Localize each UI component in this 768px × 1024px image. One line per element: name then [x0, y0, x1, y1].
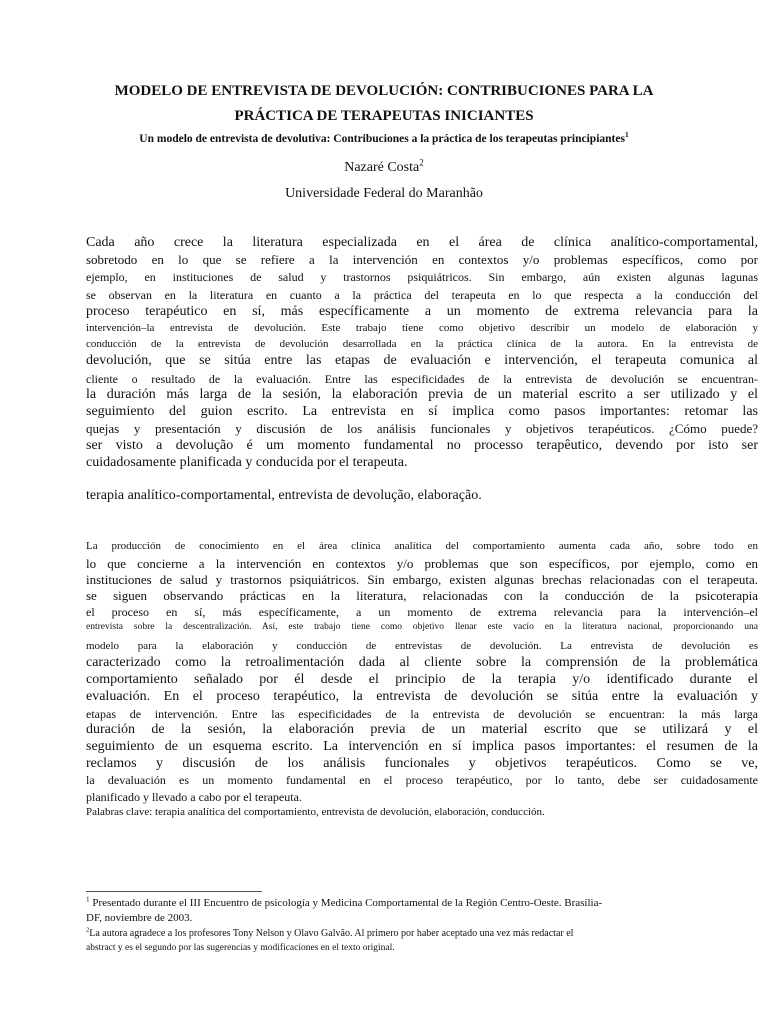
abstract1-line: proceso terapéutico en sí, más específicamente a un momento de extrema relevancia para la	[86, 304, 758, 319]
abstract2-line: se siguen observando prácticas en la literatura, relacionadas con la conducción de la psicoterapia	[86, 588, 758, 603]
abstract1-line: cuidadosamente planificada y conducida por el terapeuta.	[86, 455, 408, 470]
abstract1-line: intervención–la entrevista de devolución. Este trabajo tiene como objetivo describir un modelo de elaboración y	[86, 322, 758, 334]
abstract2-line: planificado y llevado a cabo por el terapeuta.	[86, 790, 302, 804]
title-line-1: MODELO DE ENTREVISTA DE DEVOLUCIÓN: CONTRIBUCIONES PARA LA	[114, 83, 654, 99]
keywords-2: Palabras clave: terapia analítica del comportamiento, entrevista de devolución, elaboración, conducción.	[86, 806, 545, 818]
abstract1-line: seguimiento del guion escrito. La entrevista en sí implica como pasos importantes: retomar las	[86, 404, 758, 419]
footnote-1-line-2: DF, noviembre de 2003.	[86, 912, 193, 924]
author-name: Nazaré Costa	[344, 160, 420, 175]
abstract2-line: seguimiento de un esquema escrito. La intervención en sí implica pasos importantes: el resumen de la	[86, 739, 758, 754]
title-line-2: PRÁCTICA DE TERAPEUTAS INICIANTES	[234, 108, 534, 124]
abstract1-line: ser visto a devolução é um momento fundamental no processo terapêutico, devendo por isto ser	[86, 438, 758, 453]
abstract2-line: La producción de conocimiento en el área clínica analítica del comportamiento aumenta cada año, sobre todo en	[86, 540, 758, 552]
abstract1-line: se observan en la literatura en cuanto a la práctica del terapeuta en lo que respecta a la conducción del	[86, 288, 758, 302]
abstract2-line: evaluación. En el proceso terapéutico, la entrevista de devolución se sitúa entre la evaluación y	[86, 689, 758, 704]
abstract2-line: el proceso en sí, más específicamente, a un momento de extrema relevancia para la intervención–el	[86, 605, 758, 619]
footnote-separator	[86, 891, 262, 892]
abstract1-line: devolución, que se sitúa entre las etapas de evaluación e intervención, el terapeuta comunica al	[86, 353, 758, 368]
footnote-1-text: Presentado durante el III Encuentro de psicología y Medicina Comportamental de la Región Centro-Oeste. Brasília-	[89, 897, 603, 909]
abstract2-line: reclamos y discusión de los análisis funcionales y objetivos terapéuticos. Como se ve,	[86, 756, 758, 771]
abstract2-line: la devaluación es un momento fundamental en el proceso terapéutico, por lo tanto, debe ser cuidadosamente	[86, 773, 758, 787]
author	[0, 157, 768, 176]
subtitle-footnote-mark: 1	[624, 130, 629, 140]
abstract1-line: la duración más larga de la sesión, la elaboración previa de un material escrito a ser utilizado y el	[86, 387, 758, 402]
abstract1-line: Cada año crece la literatura especializada en el área de clínica analítico-comportamental,	[86, 235, 758, 250]
abstract1-line: conducción de la entrevista de devolución desarrollada en la práctica clínica de la autora. En la entrevista de	[86, 338, 758, 350]
abstract2-line: instituciones de salud y trastornos psiquiátricos. Sin embargo, existen algunas brechas relacionadas con el terapeuta.	[86, 572, 758, 587]
footnote-2-line-1	[86, 928, 666, 939]
abstract2-line: modelo para la elaboración y conducción de entrevistas de devolución. La entrevista de devolución es	[86, 640, 758, 652]
footnote-2-line-2: abstract y es el segundo por las sugerencias y modificaciones en el texto original.	[86, 943, 395, 953]
subtitle	[0, 130, 768, 145]
footnote-2-text: La autora agradece a los profesores Tony Nelson y Olavo Galvão. Al primero por haber aceptado una vez más redactar el	[89, 928, 574, 939]
keywords-1: terapia analítico-comportamental, entrevista de devolução, elaboração.	[86, 488, 482, 503]
abstract1-line: cliente o resultado de la evaluación. Entre las especificidades de la entrevista de devolución se encuentran-	[86, 372, 758, 386]
abstract1-line: ejemplo, en instituciones de salud y trastornos psiquiátricos. Sin embargo, aún existen algunas lagunas	[86, 270, 758, 284]
abstract2-line: etapas de intervención. Entre las especificidades de la entrevista de devolución se encuentran: la más larga	[86, 707, 758, 721]
abstract1-line: quejas y presentación y discusión de los análisis funcionales y objetivos terapéuticos. ¿Cómo puede?	[86, 421, 758, 436]
abstract1-line: sobretodo en lo que se refiere a la intervención en contextos y/o problemas específicos, como por	[86, 252, 758, 267]
affiliation: Universidade Federal do Maranhão	[285, 186, 483, 201]
abstract2-line: duración de la sesión, la elaboración previa de un material escrito que se utilizará y el	[86, 722, 758, 737]
footnote-1-mark: 1	[86, 895, 90, 904]
author-footnote-mark: 2	[419, 157, 424, 168]
abstract2-line: comportamiento señalado por él desde el principio de la terapia y/o identificado durante el	[86, 672, 758, 687]
abstract2-line: caracterizado como la retroalimentación dada al cliente sobre la comprensión de la problemática	[86, 655, 758, 670]
abstract2-line: entrevista sobre la descentralización. Así, este trabajo tiene como objetivo llenar este vacío en la literatura nacional, proporcionando una	[86, 622, 758, 632]
subtitle-text: Un modelo de entrevista de devolutiva: Contribuciones a la práctica de los terapeutas principiantes	[139, 133, 625, 145]
footnote-1-line-1	[86, 897, 666, 909]
footnote-2-mark: 2	[86, 926, 90, 934]
abstract2-line: lo que concierne a la intervención en contextos y/o problemas que son específicos, por ejemplo, como en	[86, 556, 758, 571]
